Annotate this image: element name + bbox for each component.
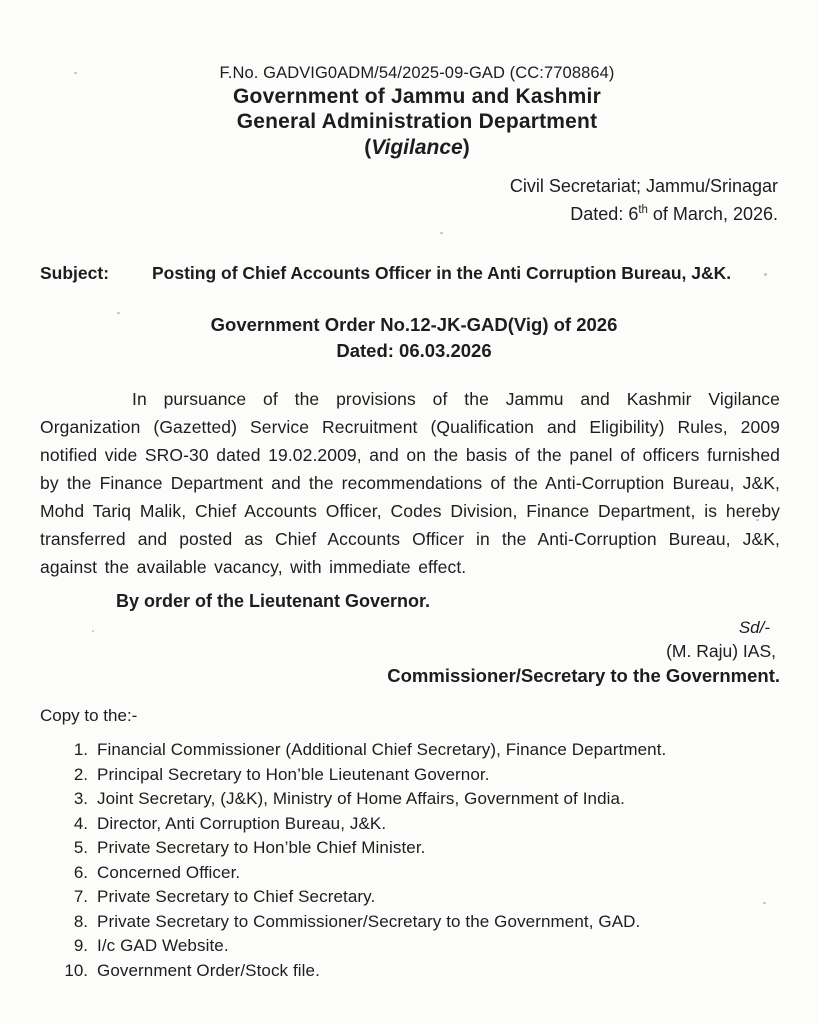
- paren-open: (: [364, 136, 372, 159]
- scan-speck: [764, 273, 767, 276]
- list-text: Private Secretary to Hon’ble Chief Minister.: [97, 838, 426, 857]
- scan-speck: [92, 630, 94, 632]
- government-name: Government of Jammu and Kashmir: [233, 85, 601, 108]
- date-suffix: of March, 2026.: [647, 204, 778, 224]
- copy-list-item: [40, 787, 780, 812]
- copy-list-item: [40, 738, 780, 763]
- signature-designation: Commissioner/Secretary to the Government.: [387, 665, 780, 686]
- list-number: 7.: [73, 887, 88, 906]
- paren-close: ): [462, 136, 470, 159]
- list-text: Financial Commissioner (Additional Chief Secretary), Finance Department.: [97, 740, 667, 759]
- scan-speck: [756, 519, 759, 521]
- copy-list-item: [40, 861, 780, 886]
- list-number: 5.: [73, 838, 88, 857]
- list-text: I/c GAD Website.: [97, 936, 229, 955]
- wing-name: [54, 134, 780, 161]
- department-name: General Administration Department: [236, 110, 598, 133]
- list-number: 2.: [73, 764, 88, 784]
- list-text: Government Order/Stock file.: [97, 960, 320, 980]
- by-order-line: By order of the Lieutenant Governor.: [116, 591, 431, 611]
- list-text: Private Secretary to Chief Secretary.: [97, 887, 376, 906]
- list-number: 8.: [73, 911, 88, 931]
- list-number: 3.: [73, 789, 88, 808]
- list-number: 4.: [73, 813, 88, 833]
- list-number: 1.: [73, 740, 88, 759]
- subject-label: Subject:: [40, 263, 110, 283]
- scan-speck: [117, 312, 120, 314]
- list-text: Private Secretary to Commissioner/Secretary to the Government, GAD.: [97, 911, 641, 931]
- list-text: Joint Secretary, (J&K), Ministry of Home Affairs, Government of India.: [97, 789, 625, 808]
- subject-row: [40, 259, 780, 287]
- order-body-paragraph: In pursuance of the provisions of the Jammu and Kashmir Vigilance Organization (Gazetted) Service Recruitment (Qualification and Eligibility) Rules, 2009 notified vide SRO-30 dated 19.02.2009, and on the basis of the panel of officers furnished by the Finance Department and the recommendations of the Anti-Corruption Bureau, J&K, Mohd Tariq Malik, Chief Accounts Officer, Codes Division, Finance Department, is hereby transferred and posted as Chief Accounts Officer in the Anti-Corruption Bureau, J&K, against the available vacancy, with immediate effect.: [40, 389, 780, 577]
- copy-list-item: [40, 910, 780, 935]
- copy-list-item: [40, 959, 780, 984]
- copy-list: [40, 738, 780, 983]
- date-prefix: Dated: 6: [570, 204, 639, 224]
- copy-list-item: [40, 812, 780, 837]
- list-number: 9.: [73, 936, 88, 955]
- copy-list-item: [40, 763, 780, 788]
- signature-name: (M. Raju) IAS,: [666, 641, 776, 661]
- copy-list-item: [40, 836, 780, 861]
- file-number: F.No. GADVIG0ADM/54/2025-09-GAD (CC:7708864): [219, 64, 615, 82]
- order-date-line: Dated: 06.03.2026: [336, 340, 492, 361]
- list-text: Principal Secretary to Hon’ble Lieutenant Governor.: [97, 764, 490, 784]
- order-number-line: Government Order No.12-JK-GAD(Vig) of 2026: [210, 314, 618, 335]
- scan-speck: [440, 232, 443, 234]
- date-ordinal: th: [638, 204, 648, 216]
- place-date-block: [40, 174, 780, 226]
- copy-list-item: [40, 934, 780, 959]
- letterhead: [54, 62, 780, 161]
- scan-speck: [763, 902, 766, 904]
- list-number: 6.: [73, 862, 88, 882]
- copy-list-item: [40, 885, 780, 910]
- place-line: Civil Secretariat; Jammu/Srinagar: [509, 176, 778, 196]
- wing-name-text: Vigilance: [371, 136, 463, 159]
- subject-text: Posting of Chief Accounts Officer in the Anti Corruption Bureau, J&K.: [152, 263, 732, 283]
- order-heading: [48, 312, 780, 364]
- date-line: [40, 198, 778, 226]
- signature-block: [40, 616, 780, 689]
- scan-speck: [74, 72, 77, 74]
- list-text: Director, Anti Corruption Bureau, J&K.: [97, 813, 387, 833]
- signature-sd: Sd/-: [738, 618, 770, 637]
- copy-to-heading: Copy to the:-: [40, 706, 138, 725]
- list-number: 10.: [64, 960, 88, 980]
- list-text: Concerned Officer.: [97, 862, 241, 882]
